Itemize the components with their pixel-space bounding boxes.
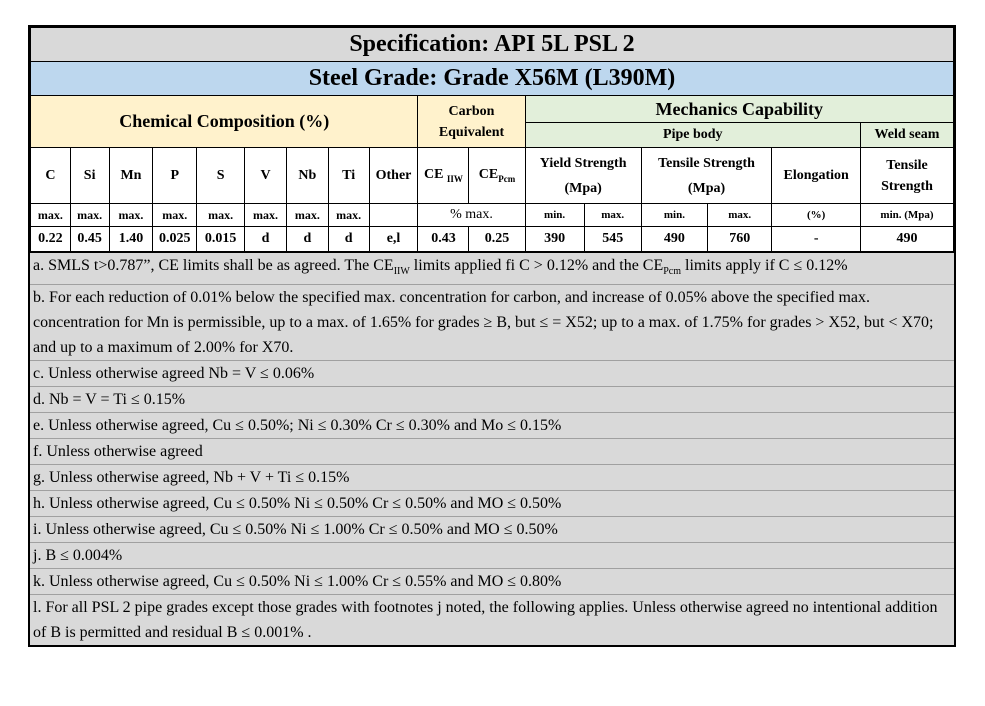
element-c: C <box>31 148 71 204</box>
element-p: P <box>153 148 197 204</box>
tensile-strength-header <box>641 148 772 204</box>
value-nb: d <box>286 227 328 252</box>
ce-pcm-label: CE <box>478 167 499 183</box>
value-v: d <box>245 227 287 252</box>
elongation-header: Elongation <box>772 148 861 204</box>
footnote-l: l. For all PSL 2 pipe grades except those grades with footnotes j noted, the following applies. Unless otherwise agreed no intentional addition of B is permitted and residual B ≤ 0.001% . <box>33 599 938 642</box>
footnote-a-text2: limits applied fi C > 0.12% and the CE <box>409 257 664 274</box>
footnote-f: f. Unless otherwise agreed <box>30 439 954 465</box>
element-nb: Nb <box>286 148 328 204</box>
footnote-h: h. Unless otherwise agreed, Cu ≤ 0.50% Ni ≤ 0.50% Cr ≤ 0.50% and MO ≤ 0.50% <box>30 491 954 517</box>
value-yield-max: 545 <box>584 227 641 252</box>
value-p: 0.025 <box>153 227 197 252</box>
element-mn: Mn <box>109 148 153 204</box>
element-other: Other <box>369 148 418 204</box>
unit-v: max. <box>245 204 287 227</box>
unit-c: max. <box>31 204 71 227</box>
ce-pcm-sub: Pcm <box>498 173 516 184</box>
value-c: 0.22 <box>31 227 71 252</box>
footnotes <box>30 252 954 645</box>
footnote-a-text3: limits apply if C ≤ 0.12% <box>681 257 848 274</box>
ce-iiw-sub: IIW <box>446 173 463 184</box>
footnote-a-sub2: Pcm <box>663 266 682 278</box>
element-v: V <box>245 148 287 204</box>
unit-nb: max. <box>286 204 328 227</box>
spec-title: Specification: API 5L PSL 2 <box>31 28 954 62</box>
footnote-i: i. Unless otherwise agreed, Cu ≤ 0.50% Ni ≤ 1.00% Cr ≤ 0.50% and MO ≤ 0.50% <box>30 517 954 543</box>
unit-mn: max. <box>109 204 153 227</box>
value-tensile-max: 760 <box>708 227 772 252</box>
tensile-unit: (Mpa) <box>687 180 726 196</box>
unit-s: max. <box>197 204 245 227</box>
spec-table <box>30 27 954 252</box>
mechanics-capability-header: Mechanics Capability <box>525 96 953 123</box>
weld-seam-header: Weld seam <box>861 123 954 148</box>
yield-unit: (Mpa) <box>564 180 602 196</box>
steel-grade: Steel Grade: Grade X56M (L390M) <box>31 62 954 96</box>
yield-strength-header <box>525 148 641 204</box>
pipe-body-header: Pipe body <box>525 123 861 148</box>
unit-other <box>369 204 418 227</box>
weld-tensile-label: Tensile <box>886 157 928 173</box>
unit-ti: max. <box>328 204 369 227</box>
unit-p: max. <box>153 204 197 227</box>
unit-si: max. <box>70 204 109 227</box>
footnote-a-text1: a. SMLS t>0.787”, CE limits shall be as agreed. The CE <box>33 257 394 274</box>
unit-ce: % max. <box>418 204 525 227</box>
footnote-j: j. B ≤ 0.004% <box>30 543 954 569</box>
unit-yield-min: min. <box>525 204 584 227</box>
ce-iiw-label: CE <box>423 167 444 183</box>
footnote-a <box>30 253 954 285</box>
footnote-d: d. Nb = V = Ti ≤ 0.15% <box>30 387 954 413</box>
footnote-e: e. Unless otherwise agreed, Cu ≤ 0.50%; Ni ≤ 0.30% Cr ≤ 0.30% and Mo ≤ 0.15% <box>30 413 954 439</box>
tensile-label: Tensile Strength <box>658 155 755 171</box>
unit-tensile-min: min. <box>641 204 707 227</box>
value-ce-pcm: 0.25 <box>469 227 525 252</box>
weld-strength-label: Strength <box>881 178 933 194</box>
value-mn: 1.40 <box>109 227 153 252</box>
element-s: S <box>197 148 245 204</box>
unit-elongation: (%) <box>772 204 861 227</box>
unit-yield-max: max. <box>584 204 641 227</box>
ce-pcm-header <box>469 148 525 204</box>
spec-sheet <box>28 25 956 647</box>
value-tensile-min: 490 <box>641 227 707 252</box>
footnote-c: c. Unless otherwise agreed Nb = V ≤ 0.06% <box>30 361 954 387</box>
unit-weld: min. (Mpa) <box>861 204 954 227</box>
ce-iiw-header <box>418 148 469 204</box>
element-si: Si <box>70 148 109 204</box>
footnote-k: k. Unless otherwise agreed, Cu ≤ 0.50% Ni ≤ 1.00% Cr ≤ 0.55% and MO ≤ 0.80% <box>30 569 954 595</box>
value-weld-tensile: 490 <box>861 227 954 252</box>
value-si: 0.45 <box>70 227 109 252</box>
carbon-label: Carbon <box>448 103 495 119</box>
value-ce-iiw: 0.43 <box>418 227 469 252</box>
value-elongation: - <box>772 227 861 252</box>
footnote-b: b. For each reduction of 0.01% below the specified max. concentration for carbon, and increase of 0.05% above the specified max. concentration for Mn is permissible, up to a max. of 1.65% for grades ≥ B, but ≤ = X52; up to a max. of 1.75% for grades > X52, but < X70; and up to a maximum of 2.00% for X70. <box>30 285 954 361</box>
footnote-a-sub1: IIW <box>393 266 410 278</box>
value-other: e,l <box>369 227 418 252</box>
element-ti: Ti <box>328 148 369 204</box>
unit-tensile-max: max. <box>708 204 772 227</box>
value-s: 0.015 <box>197 227 245 252</box>
carbon-equivalent-header <box>418 96 525 148</box>
yield-label: Yield Strength <box>539 155 627 171</box>
footnote-g: g. Unless otherwise agreed, Nb + V + Ti ≤ 0.15% <box>30 465 954 491</box>
value-ti: d <box>328 227 369 252</box>
value-yield-min: 390 <box>525 227 584 252</box>
weld-tensile-header <box>861 148 954 204</box>
chemical-composition-header: Chemical Composition (%) <box>31 96 418 148</box>
equivalent-label: Equivalent <box>438 124 505 140</box>
